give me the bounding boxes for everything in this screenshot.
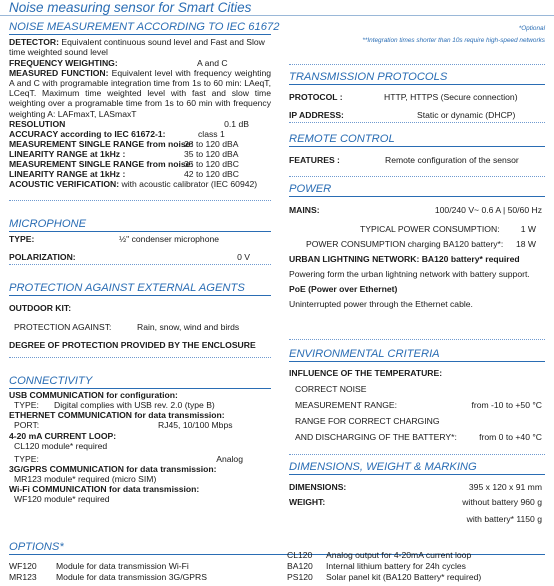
measured-label: MEASURED FUNCTION: xyxy=(9,68,109,78)
connectivity-heading: CONNECTIVITY xyxy=(9,375,93,387)
microphone-heading: MICROPHONE xyxy=(9,218,87,230)
protocol-row xyxy=(289,92,545,102)
transmission-section xyxy=(289,92,545,120)
environment-heading: ENVIRONMENTAL CRITERIA xyxy=(289,348,440,360)
loop-type-label: TYPE: xyxy=(14,454,39,464)
accuracy-row xyxy=(9,129,271,139)
option-code: CL120 xyxy=(287,550,313,560)
ip-row xyxy=(289,110,545,120)
connectivity-section xyxy=(9,390,271,504)
discharging-label: AND DISCHARGING OF THE BATTERY*: xyxy=(295,432,457,442)
title-bar xyxy=(0,0,554,16)
power-rule xyxy=(289,196,545,197)
loop-module: CL120 module* required xyxy=(14,441,108,451)
option-code: MR123 xyxy=(9,572,37,582)
weight-row xyxy=(289,497,545,507)
dimensions-section xyxy=(289,482,545,524)
mic-pol-label: POLARIZATION: xyxy=(9,252,76,262)
power-bottom-rule xyxy=(289,339,545,340)
weight-battery: with battery* 1150 g xyxy=(466,514,542,524)
gprs-module: MR123 module* required (micro SIM) xyxy=(14,474,157,484)
option-desc: Analog output for 4-20mA current loop xyxy=(326,550,472,560)
ip-label: IP ADDRESS: xyxy=(289,110,344,120)
charging-value: 18 W xyxy=(515,239,536,249)
acoustic-label: ACOUSTIC VERIFICATION: xyxy=(9,179,120,189)
mic-type-value: ½" condenser microphone xyxy=(119,234,220,244)
loop-type-row xyxy=(9,454,271,464)
options-heading: OPTIONS* xyxy=(9,541,64,553)
acoustic-text: with acoustic calibrator (IEC 60942) xyxy=(121,179,258,189)
range2-value: 35 to 120 dBC xyxy=(184,159,239,169)
option-desc: Internal lithium battery for 24h cycles xyxy=(326,561,466,571)
mic-type-label: TYPE: xyxy=(9,234,35,244)
discharging-row xyxy=(289,432,545,442)
poe-text: Uninterrupted power through the Ethernet cable. xyxy=(289,299,473,309)
weight-no-battery: without battery 960 g xyxy=(462,497,542,507)
accuracy-label: ACCURACY according to IEC 61672-1: xyxy=(9,129,166,139)
connectivity-rule xyxy=(9,388,271,389)
lin2-row xyxy=(9,169,271,179)
lin2-value: 42 to 120 dBC xyxy=(184,169,239,179)
ip-value: Static or dynamic (DHCP) xyxy=(417,110,516,120)
typical-value: 1 W xyxy=(520,224,536,234)
urban-title: URBAN LIGHTNING NETWORK: BA120 battery* required xyxy=(289,254,520,264)
gprs-title: 3G/GPRS COMMUNICATION for data transmission: xyxy=(9,464,217,474)
transmission-top-rule xyxy=(289,64,545,65)
detector-block xyxy=(9,37,271,57)
remote-heading: REMOTE CONTROL xyxy=(289,133,395,145)
measurement-range-label: MEASUREMENT RANGE: xyxy=(295,400,398,410)
environment-bottom-rule xyxy=(289,454,545,455)
remote-rule xyxy=(289,146,545,147)
remote-bottom-rule xyxy=(289,176,545,177)
measured-block xyxy=(9,68,271,119)
eth-port-row xyxy=(9,420,271,430)
eth-port-value: RJ45, 10/100 Mbps xyxy=(158,420,233,430)
option-desc: Solar panel kit (BA120 Battery* required) xyxy=(326,572,482,582)
option-ps120 xyxy=(287,572,482,582)
option-desc: Module for data transmission 3G/GPRS xyxy=(56,572,207,582)
option-code: BA120 xyxy=(287,561,313,571)
protection-against-label: PROTECTION AGAINST: xyxy=(14,322,112,332)
dim-value: 395 x 120 x 91 mm xyxy=(468,482,542,492)
resolution-label: RESOLUTION xyxy=(9,119,66,129)
loop-type-value: Analog xyxy=(216,454,243,464)
power-section xyxy=(289,205,545,309)
dim-row xyxy=(289,482,545,492)
discharging-value: from 0 to +40 °C xyxy=(479,432,542,442)
eth-port-label: PORT: xyxy=(14,420,40,430)
measurement-range-row xyxy=(289,400,545,410)
protection-against-value: Rain, snow, wind and birds xyxy=(137,322,240,332)
lin1-value: 35 to 120 dBA xyxy=(184,149,239,159)
mic-type-row xyxy=(9,234,271,244)
freq-value: A and C xyxy=(197,58,228,68)
microphone-bottom-rule xyxy=(9,264,271,265)
protection-degree: DEGREE OF PROTECTION PROVIDED BY THE ENCLOSURE xyxy=(9,340,256,350)
correct-noise: CORRECT NOISE xyxy=(295,384,367,394)
option-ba120 xyxy=(287,561,466,571)
mains-row xyxy=(289,205,545,215)
range2-row xyxy=(9,159,271,169)
environment-rule xyxy=(289,361,545,362)
resolution-value: 0.1 dB xyxy=(224,119,249,129)
protection-heading: PROTECTION AGAINST EXTERNAL AGENTS xyxy=(9,282,245,294)
usb-title: USB COMMUNICATION for configuration: xyxy=(9,390,178,400)
iec-rule xyxy=(9,34,271,35)
integration-note: **Integration times shorter than 10s require high-speed networks xyxy=(362,37,545,44)
mic-pol-row xyxy=(9,252,271,262)
measured-text: Equivalent level with frequency weighting A and C with programable integration time from 1s to 60 min: LAeqT, LCeqT. Maximum time weighted level with fast and slow time weighting over a programable time from 1s to 60 min with frequency weighting A: LAFmaxT, LASmaxT xyxy=(9,68,272,119)
lin1-row xyxy=(9,149,271,159)
features-row xyxy=(289,155,545,165)
resolution-row xyxy=(9,119,271,129)
protocol-value: HTTP, HTTPS (Secure connection) xyxy=(384,92,518,102)
power-heading: POWER xyxy=(289,183,332,195)
accuracy-value: class 1 xyxy=(198,129,225,139)
option-code: PS120 xyxy=(287,572,313,582)
loop-title: 4-20 mA CURRENT LOOP: xyxy=(9,431,117,441)
detector-text: Equivalent continuous sound level and Fast and Slow time weighted sound level xyxy=(9,37,265,58)
protocol-label: PROTOCOL : xyxy=(289,92,343,102)
features-value: Remote configuration of the sensor xyxy=(385,155,519,165)
dimensions-heading: DIMENSIONS, WEIGHT & MARKING xyxy=(289,461,477,473)
usb-type-value: Digital complies with USB rev. 2.0 (type B) xyxy=(54,400,215,410)
wifi-module: WF120 module* required xyxy=(14,494,110,504)
urban-text: Powering form the urban lightning network with battery support. xyxy=(289,269,530,279)
dimensions-rule xyxy=(289,474,545,475)
range1-row xyxy=(9,139,271,149)
usb-type-label: TYPE: xyxy=(14,400,39,410)
transmission-rule xyxy=(289,84,545,85)
usb-type-row xyxy=(9,400,271,410)
option-wf120 xyxy=(9,561,189,571)
protection-against-row xyxy=(9,322,271,332)
option-code: WF120 xyxy=(9,561,37,571)
protection-rule xyxy=(9,295,271,296)
eth-title: ETHERNET COMMUNICATION for data transmission: xyxy=(9,410,225,420)
iec-section xyxy=(9,37,271,189)
iec-heading: NOISE MEASUREMENT ACCORDING TO IEC 61672 xyxy=(9,21,280,33)
transmission-bottom-rule xyxy=(289,122,545,123)
outdoor-kit: OUTDOOR KIT: xyxy=(9,303,72,313)
iec-bottom-rule xyxy=(9,200,271,201)
measurement-range-value: from -10 to +50 °C xyxy=(471,400,542,410)
optional-note: *Optional xyxy=(518,25,545,32)
wifi-title: Wi-Fi COMMUNICATION for data transmission: xyxy=(9,484,200,494)
option-mr123 xyxy=(9,572,207,582)
range2-label: MEASUREMENT SINGLE RANGE from noise: xyxy=(9,159,194,169)
mains-label: MAINS: xyxy=(289,205,320,215)
transmission-heading: TRANSMISSION PROTOCOLS xyxy=(289,71,448,83)
microphone-section xyxy=(9,234,271,262)
range1-label: MEASUREMENT SINGLE RANGE from noise: xyxy=(9,139,194,149)
protection-section xyxy=(9,303,271,350)
protection-bottom-rule xyxy=(9,357,271,358)
weight-label: WEIGHT: xyxy=(289,497,326,507)
detector-label: DETECTOR: xyxy=(9,37,59,47)
typical-row xyxy=(289,224,545,234)
lin1-label: LINEARITY RANGE at 1kHz : xyxy=(9,149,126,159)
freq-label: FREQUENCY WEIGHTING: xyxy=(9,58,118,68)
option-cl120 xyxy=(287,550,472,560)
environment-section xyxy=(289,368,545,442)
features-label: FEATURES : xyxy=(289,155,340,165)
remote-section xyxy=(289,155,545,165)
mic-pol-value: 0 V xyxy=(237,252,250,262)
charging-row xyxy=(289,239,545,249)
mains-value: 100/240 V~ 0.6 A | 50/60 Hz xyxy=(434,205,542,215)
influence-title: INFLUENCE OF THE TEMPERATURE: xyxy=(289,368,443,378)
dim-label: DIMENSIONS: xyxy=(289,482,347,492)
weight-battery-row xyxy=(289,514,545,524)
lin2-label: LINEARITY RANGE at 1kHz : xyxy=(9,169,126,179)
range-charging: RANGE FOR CORRECT CHARGING xyxy=(295,416,440,426)
freq-row xyxy=(9,58,271,68)
poe-title: PoE (Power over Ethernet) xyxy=(289,284,398,294)
acoustic-row xyxy=(9,179,271,189)
typical-label: TYPICAL POWER CONSUMPTION: xyxy=(360,224,500,234)
microphone-rule xyxy=(9,231,271,232)
option-desc: Module for data transmission Wi-Fi xyxy=(56,561,189,571)
charging-label: POWER CONSUMPTION charging BA120 battery*: xyxy=(306,239,504,249)
range1-value: 28 to 120 dBA xyxy=(184,139,239,149)
page-title: Noise measuring sensor for Smart Cities xyxy=(9,0,252,15)
